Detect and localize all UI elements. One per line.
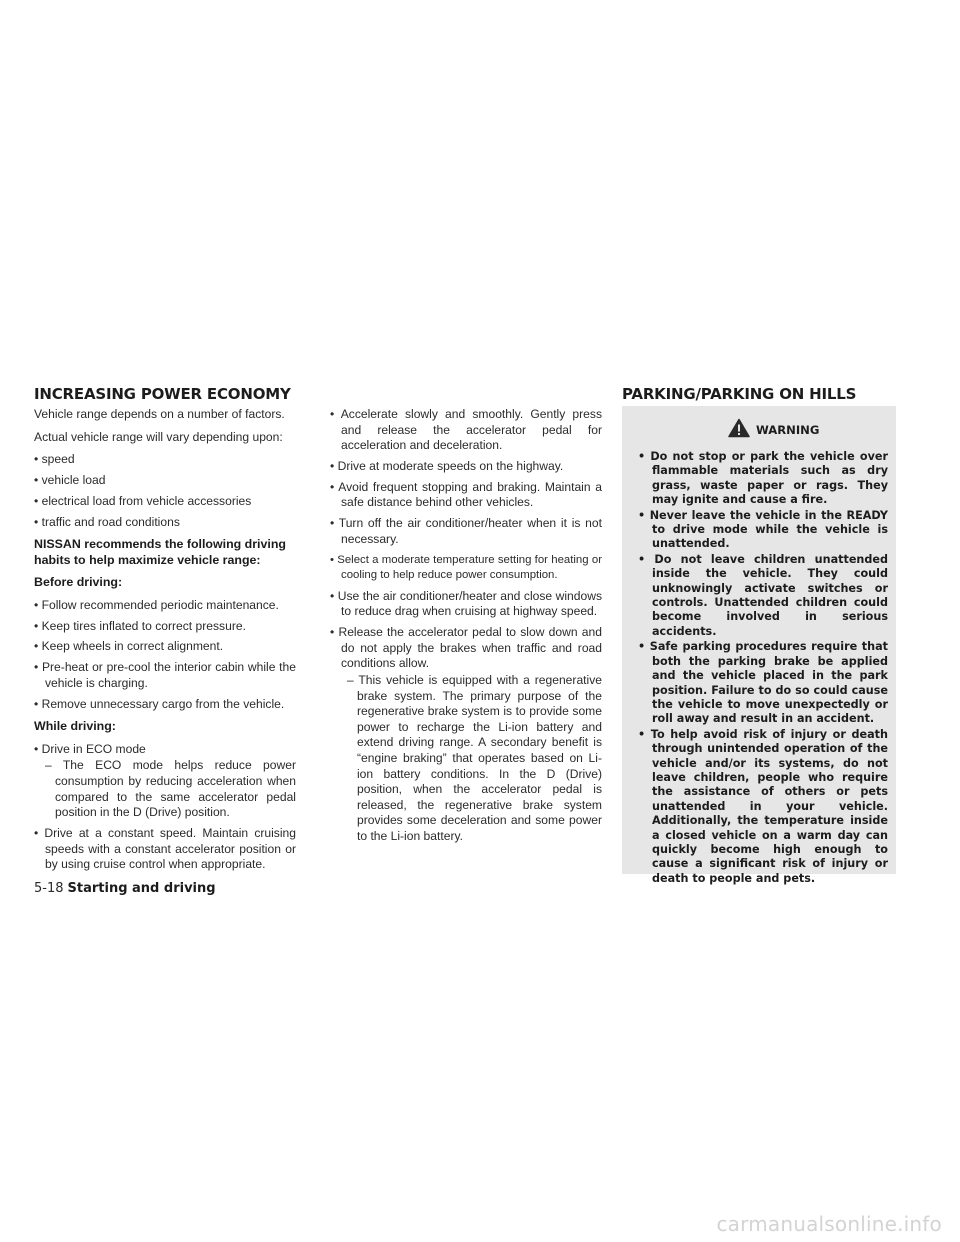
warning-box xyxy=(622,406,896,885)
warning-label: WARNING xyxy=(756,423,820,437)
before-driving-item: • Remove unnecessary cargo from the vehicle. xyxy=(34,696,285,711)
before-driving-item: • Pre-heat or pre-cool the interior cabin while the vehicle is charging. xyxy=(34,660,296,690)
before-driving-item: • Keep tires inflated to correct pressure. xyxy=(34,618,246,633)
recommendation-heading: NISSAN recommends the following driving habits to help maximize vehicle range: xyxy=(34,537,286,567)
before-driving-heading: Before driving: xyxy=(34,575,123,590)
driving-tip-item: • Use the air conditioner/heater and close windows to reduce drag when cruising at highway speed. xyxy=(330,588,602,619)
before-driving-item: • Follow recommended periodic maintenance. xyxy=(34,597,279,612)
before-driving-item: • Keep wheels in correct alignment. xyxy=(34,639,224,654)
warning-item: • Safe parking procedures require that both the parking brake be applied and the vehicle placed in the park position. Failure to do so could cause the vehicle to move unexpectedly or roll away and result in an accident. xyxy=(638,640,888,726)
warning-header xyxy=(622,414,896,444)
intro-paragraph: Actual vehicle range will vary depending upon: xyxy=(34,429,283,444)
left-column xyxy=(34,407,296,878)
warning-triangle-icon xyxy=(728,418,750,438)
watermark-text: carmanualsonline.info xyxy=(716,1212,942,1236)
intro-paragraph: Vehicle range depends on a number of factors. xyxy=(34,407,285,421)
factor-item: • speed xyxy=(34,452,75,467)
driving-tip-item: • Select a moderate temperature setting for heating or cooling to help reduce power consumption. xyxy=(330,553,602,582)
middle-column xyxy=(330,407,602,850)
driving-tip-item: • Release the accelerator pedal to slow down and do not apply the brakes when traffic and road conditions allow. xyxy=(330,625,602,671)
page-footer xyxy=(34,877,216,896)
driving-tip-item: • Drive at moderate speeds on the highway. xyxy=(330,458,564,473)
while-driving-item: • Drive in ECO mode xyxy=(34,741,146,756)
page-number: 5-18 xyxy=(34,881,64,896)
regenerative-brake-note: – This vehicle is equipped with a regenerative brake system. The primary purpose of the regenerative brake system is to provide some power to recharge the Li-ion battery and extend driving range. A secondary benefit is “engine braking” that operates based on Li-ion battery conditions. In the D (Drive) position, when the accelerator pedal is released, the regenerative brake system provides some deceleration and some power to the Li-ion battery. xyxy=(347,673,602,843)
driving-tip-item: • Accelerate slowly and smoothly. Gently press and release the accelerator pedal for acceleration and deceleration. xyxy=(330,407,602,453)
factor-item: • vehicle load xyxy=(34,472,106,487)
warning-item: • To help avoid risk of injury or death through unintended operation of the vehicle and/or its systems, do not leave children, people who require the assistance of others or pets unattended in your vehicle. Additionally, the temperature inside a closed vehicle on a warm day can quickly become high enough to cause a significant risk of injury or death to people and pets. xyxy=(638,727,888,885)
driving-tip-item: • Turn off the air conditioner/heater when it is not necessary. xyxy=(330,516,602,546)
factor-item: • electrical load from vehicle accessories xyxy=(34,493,252,508)
chapter-title: Starting and driving xyxy=(67,881,216,896)
section-title-power-economy: INCREASING POWER ECONOMY xyxy=(34,385,291,403)
eco-mode-note: – The ECO mode helps reduce power consumption by reducing acceleration when compared to the same accelerator pedal position in the D (Drive) position. xyxy=(45,758,296,820)
while-driving-heading: While driving: xyxy=(34,719,116,734)
warning-item: • Do not stop or park the vehicle over flammable materials such as dry grass, waste paper or rags. They may ignite and cause a fire. xyxy=(638,450,888,507)
while-driving-item: • Drive at a constant speed. Maintain cruising speeds with a constant accelerator position or by using cruise control when appropriate. xyxy=(34,825,296,872)
driving-tip-item: • Avoid frequent stopping and braking. Maintain a safe distance behind other vehicles. xyxy=(330,479,602,510)
warning-item: • Never leave the vehicle in the READY to drive mode while the vehicle is unattended. xyxy=(638,508,888,551)
section-title-parking: PARKING/PARKING ON HILLS xyxy=(622,385,857,403)
warning-list xyxy=(632,450,888,887)
factor-item: • traffic and road conditions xyxy=(34,514,180,529)
warning-item: • Do not leave children unattended inside the vehicle. They could unknowingly activate switches or controls. Unattended children could become involved in serious accidents. xyxy=(638,552,888,638)
